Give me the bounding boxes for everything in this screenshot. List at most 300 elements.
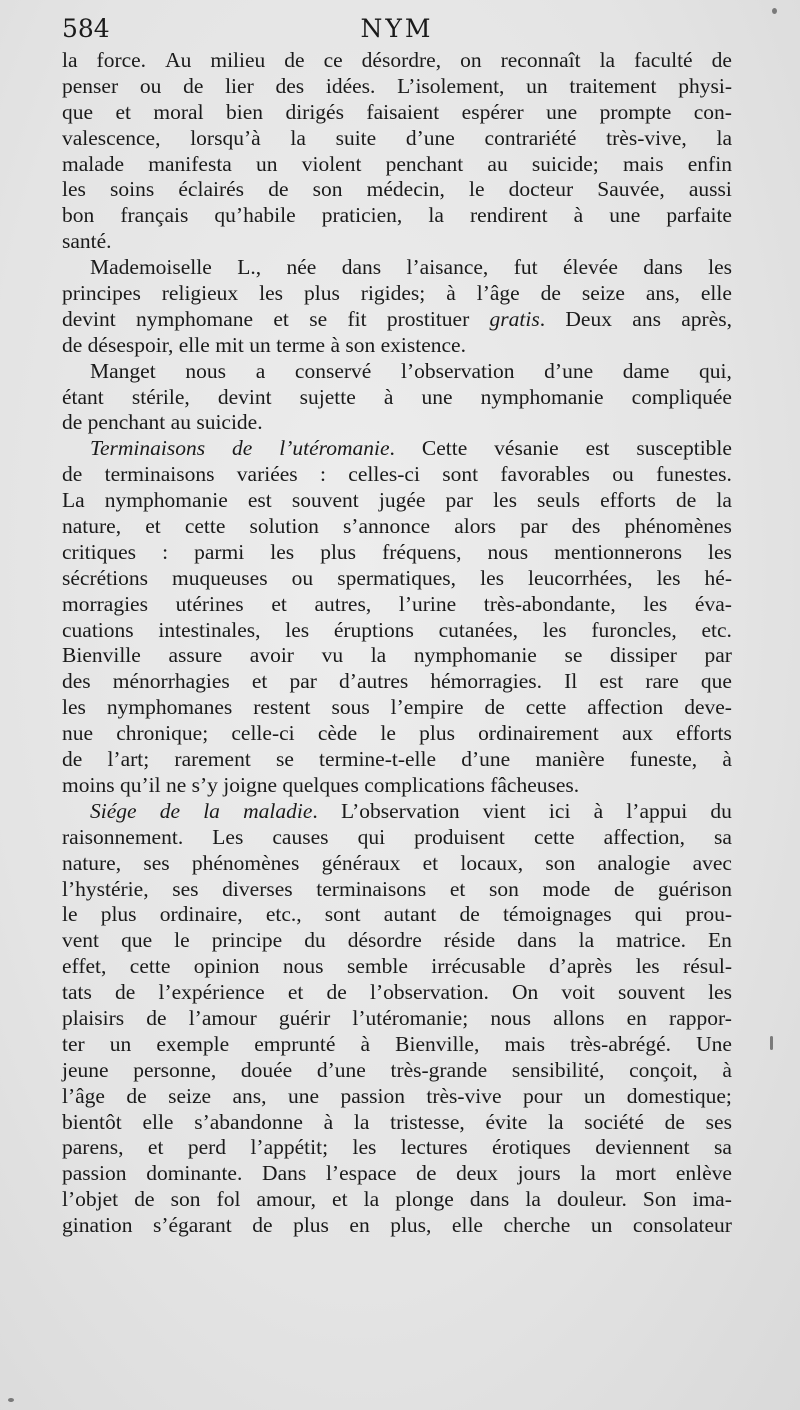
word: de (126, 1083, 147, 1108)
word: cette (184, 514, 226, 539)
word: fit (347, 306, 367, 331)
word: guérison (657, 876, 732, 901)
word: devint (217, 384, 272, 409)
word: la (578, 928, 595, 953)
word: cutanées, (438, 617, 519, 642)
word: de (459, 902, 480, 927)
word: éruptions (333, 617, 414, 642)
word: malade (62, 151, 125, 176)
word: la (353, 1109, 370, 1134)
word: On (511, 980, 539, 1005)
text-line (62, 177, 732, 203)
running-header (62, 14, 732, 48)
word: est (599, 669, 624, 694)
word: personne, (133, 1057, 217, 1082)
word: produisent (414, 824, 505, 849)
word: etc., (265, 902, 302, 927)
word: seize (168, 1083, 212, 1108)
word: de (252, 1213, 273, 1238)
word: seize (581, 281, 625, 306)
word: allons (553, 1005, 605, 1030)
word: son (545, 850, 576, 875)
word: mort (615, 1161, 657, 1186)
word: sujette (299, 384, 356, 409)
word: En (708, 928, 732, 953)
word: du (304, 928, 326, 953)
word: à (722, 1057, 732, 1082)
word: aux (621, 721, 653, 746)
word: ordinaire, (159, 902, 243, 927)
text-line (62, 773, 732, 799)
text-line (62, 980, 732, 1006)
word: plus (293, 1213, 329, 1238)
ink-speck (772, 8, 777, 14)
word: par (445, 488, 473, 513)
word: de (159, 798, 181, 823)
word: plus (303, 281, 340, 306)
word: les (643, 591, 668, 616)
word: valescence, (62, 125, 161, 150)
word: sa (714, 824, 732, 849)
word: fâcheuses. (490, 772, 580, 797)
word: bientôt (62, 1109, 122, 1134)
word: pour (523, 1083, 563, 1108)
word: enlève (675, 1161, 732, 1186)
word: douleur. (556, 1187, 627, 1212)
text-line (62, 1135, 732, 1161)
word: de (326, 980, 347, 1005)
body-text (62, 48, 732, 1239)
word: fol (216, 1187, 241, 1212)
word: le (380, 721, 396, 746)
word: vient (482, 798, 526, 823)
word: son (312, 177, 343, 202)
word: nymphomanie (413, 643, 537, 668)
word: parens, (62, 1135, 124, 1160)
word: l’utéromanie; (352, 1005, 469, 1030)
word: mentionnerons (554, 539, 682, 564)
word: guérir (278, 1005, 331, 1030)
word: que (121, 928, 153, 953)
text-line (62, 410, 732, 436)
word: désordre (347, 928, 422, 953)
word: nature, (62, 514, 122, 539)
word: les (480, 565, 504, 590)
word: elle (700, 281, 732, 306)
page-number: 584 (62, 14, 110, 43)
text-line (62, 1058, 732, 1084)
word: ce (323, 48, 343, 72)
word: se (564, 643, 583, 668)
word: critiques (62, 539, 137, 564)
word: phénomènes (191, 850, 300, 875)
word: et (145, 514, 161, 539)
word: se (275, 747, 294, 772)
word: le (62, 902, 78, 927)
word: ne (165, 772, 192, 797)
word: dans (517, 928, 557, 953)
text-line (62, 462, 732, 488)
word: passion (62, 1161, 127, 1186)
word: l’hystérie, (62, 876, 149, 901)
text-line (62, 48, 732, 74)
text-line (62, 1161, 732, 1187)
word: faisaient (366, 99, 440, 124)
text-line (62, 229, 732, 255)
word: de (62, 747, 83, 772)
running-title: NYM (360, 14, 434, 43)
word: effet, (62, 954, 107, 979)
word: témoignages (502, 902, 612, 927)
word: morragies (62, 591, 148, 616)
word: joigne (223, 772, 283, 797)
word: ans, (232, 1083, 267, 1108)
word: Deux (565, 306, 612, 331)
word: et (422, 850, 439, 875)
text-line (62, 126, 732, 152)
word: analogie (597, 850, 671, 875)
text-line (62, 643, 732, 669)
word: à (323, 1109, 334, 1134)
word: des (275, 73, 305, 98)
text-line (62, 100, 732, 126)
word: son (489, 876, 519, 901)
word: ou (612, 462, 634, 487)
word: deux (456, 1161, 498, 1186)
word: plus, (390, 1213, 432, 1238)
word: nymphomanie (104, 488, 228, 513)
word: cuations (62, 617, 134, 642)
word: ans, (645, 281, 680, 306)
word: les (270, 539, 295, 564)
text-line (62, 721, 732, 747)
word: gination (62, 1213, 133, 1238)
word: l’empire (390, 695, 464, 720)
word: vent (62, 928, 100, 953)
word: moins (62, 772, 120, 797)
word: existence. (380, 332, 466, 357)
word: que (700, 669, 732, 694)
word: suite (335, 125, 377, 150)
word: furoncles, (591, 617, 677, 642)
word: les (635, 954, 660, 979)
text-line (62, 877, 732, 903)
word: restent (253, 695, 311, 720)
text-line (62, 747, 732, 773)
word: deve- (684, 695, 732, 720)
word: raisonnement. (62, 824, 184, 849)
word: gratis. (489, 306, 546, 331)
word: fréquens, (382, 539, 462, 564)
text-line (62, 359, 732, 385)
word: en (626, 1005, 647, 1030)
word: de (62, 462, 83, 487)
text-line (62, 1006, 732, 1032)
word: assure (168, 643, 223, 668)
word: après, (681, 306, 732, 331)
word: contrariété (484, 125, 577, 150)
word: sécrétions (62, 565, 148, 590)
word: à (593, 798, 604, 823)
word: cède (317, 721, 358, 746)
word: perd (187, 1135, 227, 1160)
word: nymphomane (136, 306, 254, 331)
word: soins (110, 177, 155, 202)
word: lier (225, 73, 254, 98)
word: nous (185, 358, 226, 383)
word: funeste, (629, 747, 698, 772)
word: l’urine (398, 591, 457, 616)
word: voit (561, 980, 595, 1005)
word: tristesse, (390, 1109, 465, 1134)
word: susceptible (636, 436, 732, 461)
word: l’art; (107, 747, 150, 772)
word: la (370, 643, 387, 668)
word: un (256, 151, 278, 176)
word: la (62, 48, 78, 72)
word: l’observation (401, 358, 515, 383)
word: l’âge (62, 1083, 105, 1108)
word: dominante. (146, 1161, 243, 1186)
text-line (62, 255, 732, 281)
word: ou (139, 73, 162, 98)
word: étant (62, 384, 104, 409)
word: s’égarant (152, 1213, 232, 1238)
word: Cette (421, 436, 468, 461)
word: français (120, 203, 189, 228)
word: elle (451, 1213, 483, 1238)
word: ses (705, 1109, 732, 1134)
text-line (62, 1110, 732, 1136)
word: les (62, 695, 86, 720)
word: une (421, 384, 453, 409)
word: penchant (385, 151, 464, 176)
word: rigides; (360, 281, 426, 306)
word: de (613, 876, 635, 901)
word: dans (643, 255, 683, 280)
word: qu’il (119, 772, 166, 797)
word: faculté (634, 48, 693, 72)
word: souvent (618, 980, 685, 1005)
word: terminaisons (104, 462, 215, 487)
word: l’observation. (370, 980, 489, 1005)
word: ménorrhagies (112, 669, 230, 694)
text-line (62, 203, 732, 229)
word: la (525, 1187, 541, 1212)
word: aussi (688, 177, 732, 202)
text-line (62, 281, 732, 307)
word: nous (282, 954, 324, 979)
word: stérile, (131, 384, 190, 409)
word: muqueuses (172, 565, 268, 590)
word: fut (513, 255, 538, 280)
word: de (268, 177, 289, 202)
word: irrécusable (431, 954, 526, 979)
word: celle-ci (231, 721, 295, 746)
word: de (146, 1005, 167, 1030)
word: la (599, 48, 616, 72)
word: l’appui (626, 798, 688, 823)
word: a (255, 358, 266, 383)
word: rarement (174, 747, 251, 772)
word: et (449, 876, 466, 901)
word: une (609, 203, 641, 228)
word: opinion (193, 954, 260, 979)
word: traitement (569, 73, 657, 98)
word: les (62, 177, 86, 202)
text-line (62, 514, 732, 540)
word: société (584, 1109, 644, 1134)
word: et (251, 669, 268, 694)
word: sous (331, 695, 370, 720)
ink-speck (770, 1036, 773, 1050)
word: ter (62, 1031, 85, 1056)
word: semble (346, 954, 408, 979)
word: violent (301, 151, 362, 176)
word: l’amour (188, 1005, 257, 1030)
word: de (284, 48, 305, 72)
word: et (287, 980, 304, 1005)
word: lorsqu’à (190, 125, 261, 150)
word: praticien, (321, 203, 403, 228)
word: force. (96, 48, 147, 72)
word: et (147, 1135, 164, 1160)
word: principe (211, 928, 283, 953)
word: ima- (692, 1187, 732, 1212)
word: un (583, 1083, 606, 1108)
text-line (62, 307, 732, 333)
word: conçoit, (629, 1057, 698, 1082)
word: résul- (683, 954, 732, 979)
word: parmi (194, 539, 245, 564)
word: à (330, 332, 346, 357)
word: les (656, 565, 681, 590)
word: Terminaisons (90, 436, 206, 461)
word: solution (249, 514, 319, 539)
word: l’aisance, (406, 255, 489, 280)
text-line (62, 385, 732, 411)
word: au (170, 410, 197, 435)
text-line (62, 540, 732, 566)
word: penchant (87, 410, 171, 435)
word: par (520, 514, 548, 539)
word: affection (587, 695, 664, 720)
word: nymphomanie (480, 384, 604, 409)
word: érotiques (492, 1135, 571, 1160)
text-line (62, 436, 732, 462)
text-line (62, 488, 732, 514)
word: religieux (161, 281, 239, 306)
word: manifesta (148, 151, 232, 176)
word: locaux, (460, 850, 524, 875)
word: les (542, 617, 567, 642)
word: mais (504, 1031, 546, 1056)
word: généraux (321, 850, 401, 875)
word: un (590, 1213, 613, 1238)
word: domestique; (626, 1083, 732, 1108)
word: souvent (291, 488, 359, 513)
word: con- (693, 99, 732, 124)
text-line (62, 851, 732, 877)
word: spermatiques, (337, 565, 457, 590)
text-line (62, 618, 732, 644)
word: d’autres (339, 669, 409, 694)
word: de (416, 1161, 437, 1186)
word: la (716, 125, 732, 150)
word: plus (100, 902, 137, 927)
word: très-grande (390, 1057, 488, 1082)
word: à (383, 384, 394, 409)
word: funestes. (656, 462, 732, 487)
word: matrice. (616, 928, 687, 953)
word: hé- (704, 565, 732, 590)
word: est (585, 436, 610, 461)
word: de (675, 488, 697, 513)
word: mode (542, 876, 591, 901)
text-line (62, 592, 732, 618)
word: les (708, 980, 732, 1005)
word: cette (533, 824, 575, 849)
word: éclairés (178, 177, 245, 202)
word: mit (215, 332, 250, 357)
word: au (487, 151, 508, 176)
word: et (271, 591, 287, 616)
word: termine-t-elle (319, 747, 437, 772)
word: prostituer (386, 306, 470, 331)
word: etc. (701, 617, 732, 642)
word: sont (442, 462, 479, 487)
word: ses (143, 850, 170, 875)
word: de (62, 332, 88, 357)
word: Son (642, 1187, 677, 1212)
word: plonge (395, 1187, 454, 1212)
word: dissiper (609, 643, 677, 668)
text-line (62, 799, 732, 825)
word: un (526, 73, 548, 98)
word: Au (165, 48, 192, 72)
word: dame (622, 358, 670, 383)
word: dans (341, 255, 382, 280)
word: l’expérience (158, 980, 265, 1005)
word: très-vive (426, 1083, 502, 1108)
word: efforts (600, 488, 656, 513)
word: l’utéromanie. (279, 436, 395, 461)
word: consolateur (632, 1213, 732, 1238)
word: conservé (294, 358, 372, 383)
word: Mademoiselle (90, 255, 212, 280)
word: devint (62, 306, 116, 331)
word: leucorrhées, (528, 565, 633, 590)
word: maladie. (243, 798, 318, 823)
word: qui (357, 824, 386, 849)
word: seuls (537, 488, 581, 513)
word: parfaite (666, 203, 732, 228)
word: s’abandonne (194, 1109, 303, 1134)
word: dans (469, 1187, 510, 1212)
word: ans (632, 306, 661, 331)
word: on (460, 48, 482, 72)
word: de (232, 436, 253, 461)
word: l’appétit; (250, 1135, 329, 1160)
word: son (170, 1187, 201, 1212)
word: un (109, 1031, 132, 1056)
word: réside (443, 928, 496, 953)
word: sa (714, 1135, 732, 1160)
word: manière (535, 747, 605, 772)
word: L., (237, 255, 262, 280)
word: : (162, 539, 169, 564)
word: jours (517, 1161, 561, 1186)
